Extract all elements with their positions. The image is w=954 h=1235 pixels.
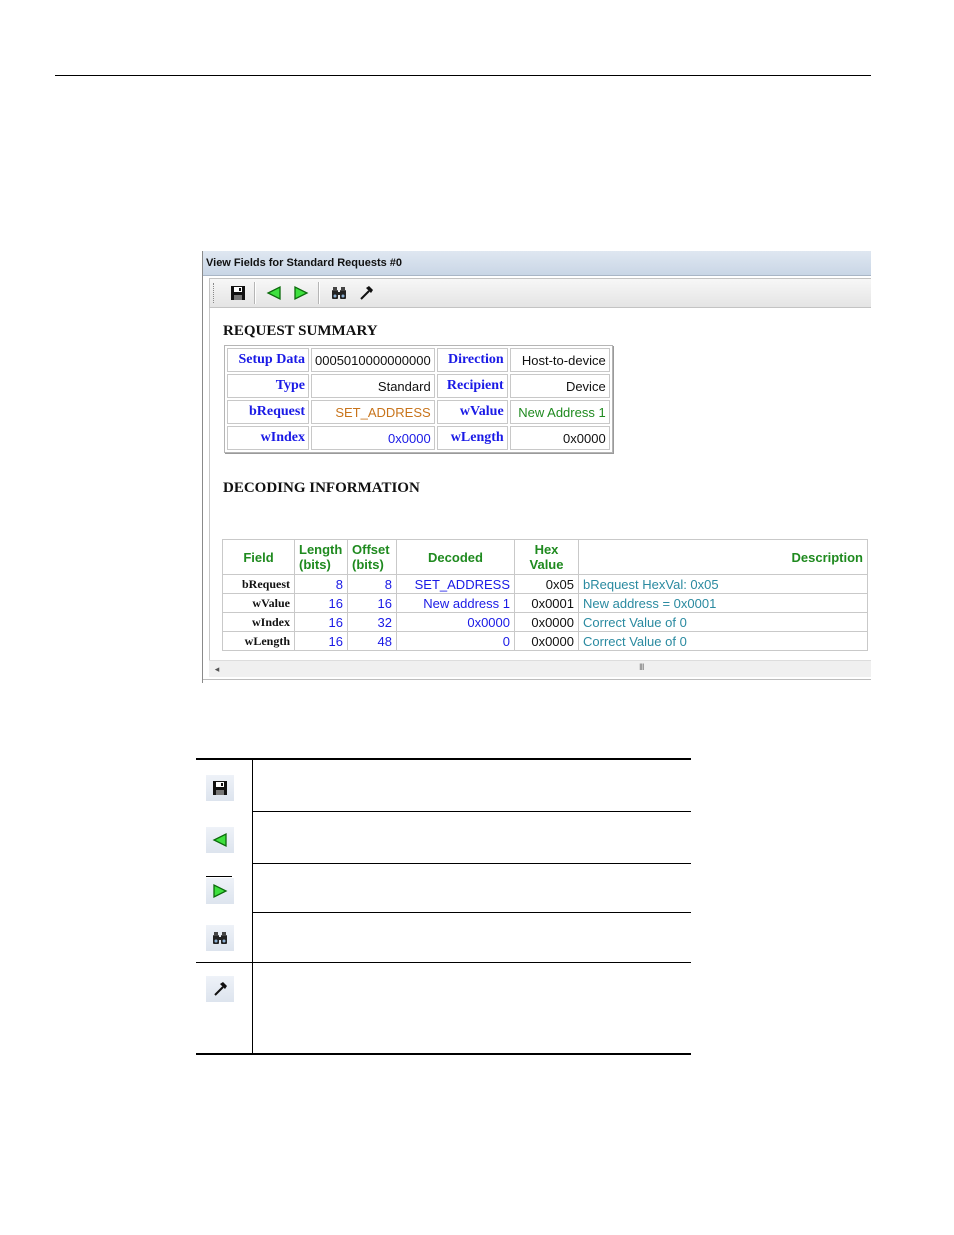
summary-label-setup-data: Setup Data bbox=[227, 348, 309, 372]
cell-length: 8 bbox=[295, 575, 348, 594]
summary-label-wvalue: wValue bbox=[437, 400, 508, 424]
column-header-offset bbox=[348, 540, 397, 575]
table-row[interactable] bbox=[223, 632, 868, 651]
legend-row-divider bbox=[253, 912, 691, 913]
summary-value-setup-data: 0005010000000000 bbox=[311, 348, 435, 372]
page-top-rule bbox=[55, 75, 871, 76]
cell-offset: 32 bbox=[348, 613, 397, 632]
cell-description: Correct Value of 0 bbox=[579, 632, 868, 651]
summary-value-windex: 0x0000 bbox=[311, 426, 435, 450]
legend-row-divider bbox=[196, 962, 691, 963]
legend-find-cell bbox=[206, 925, 234, 951]
summary-label-wlength: wLength bbox=[437, 426, 508, 450]
decoding-table bbox=[222, 539, 868, 651]
next-icon bbox=[293, 285, 309, 301]
legend-next-cell bbox=[206, 878, 234, 904]
column-header-hex-line2: Value bbox=[529, 557, 564, 572]
cell-field: bRequest bbox=[223, 575, 295, 594]
legend-bottom-rule bbox=[196, 1053, 691, 1055]
cell-field: wValue bbox=[223, 594, 295, 613]
horizontal-scrollbar[interactable] bbox=[209, 660, 871, 677]
decoding-information-heading: DECODING INFORMATION bbox=[223, 480, 420, 496]
find-icon bbox=[331, 285, 347, 301]
cell-offset: 48 bbox=[348, 632, 397, 651]
find-icon bbox=[212, 930, 228, 946]
cell-decoded: New address 1 bbox=[397, 594, 515, 613]
cell-description: Correct Value of 0 bbox=[579, 613, 868, 632]
find-button[interactable] bbox=[329, 283, 349, 303]
summary-row bbox=[227, 426, 610, 450]
column-header-length bbox=[295, 540, 348, 575]
save-icon bbox=[230, 285, 246, 301]
toolbar-icon-legend bbox=[196, 758, 691, 1055]
summary-label-brequest: bRequest bbox=[227, 400, 309, 424]
table-row[interactable] bbox=[223, 575, 868, 594]
cell-description: bRequest HexVal: 0x05 bbox=[579, 575, 868, 594]
toolbar-separator bbox=[254, 282, 256, 304]
cell-decoded: 0 bbox=[397, 632, 515, 651]
cell-decoded: 0x0000 bbox=[397, 613, 515, 632]
legend-icon-divider bbox=[206, 876, 232, 877]
cell-field: wLength bbox=[223, 632, 295, 651]
legend-save-cell bbox=[206, 775, 234, 801]
cell-hex: 0x0001 bbox=[515, 594, 579, 613]
column-header-field: Field bbox=[223, 540, 295, 575]
summary-label-type: Type bbox=[227, 374, 309, 398]
column-header-offset-line2: (bits) bbox=[352, 557, 384, 572]
legend-previous-cell bbox=[206, 827, 234, 853]
hammer-icon bbox=[212, 981, 228, 997]
cell-length: 16 bbox=[295, 613, 348, 632]
cell-description: New address = 0x0001 bbox=[579, 594, 868, 613]
summary-label-windex: wIndex bbox=[227, 426, 309, 450]
legend-row-divider bbox=[253, 811, 691, 812]
request-summary-heading: REQUEST SUMMARY bbox=[223, 323, 378, 339]
previous-icon bbox=[212, 832, 228, 848]
summary-label-direction: Direction bbox=[437, 348, 508, 372]
window-title: View Fields for Standard Requests #0 bbox=[203, 251, 871, 276]
summary-row bbox=[227, 400, 610, 424]
previous-button[interactable] bbox=[264, 283, 284, 303]
column-header-length-line1: Length bbox=[299, 542, 343, 557]
scroll-thumb-grip[interactable]: III bbox=[639, 662, 644, 672]
summary-value-wlength: 0x0000 bbox=[510, 426, 610, 450]
summary-value-wvalue: New Address 1 bbox=[510, 400, 610, 424]
decoding-header-row bbox=[223, 540, 868, 575]
cell-offset: 16 bbox=[348, 594, 397, 613]
summary-row bbox=[227, 348, 610, 372]
legend-column-divider bbox=[252, 758, 253, 1055]
request-summary-table bbox=[224, 345, 613, 453]
column-header-hex-value bbox=[515, 540, 579, 575]
summary-label-recipient: Recipient bbox=[437, 374, 508, 398]
cell-hex: 0x0000 bbox=[515, 632, 579, 651]
summary-value-recipient: Device bbox=[510, 374, 610, 398]
cell-decoded: SET_ADDRESS bbox=[397, 575, 515, 594]
next-button[interactable] bbox=[291, 283, 311, 303]
toolbar bbox=[209, 278, 871, 308]
hammer-button[interactable] bbox=[356, 283, 376, 303]
legend-row-divider bbox=[253, 863, 691, 864]
column-header-decoded: Decoded bbox=[397, 540, 515, 575]
table-row[interactable] bbox=[223, 613, 868, 632]
next-icon bbox=[212, 883, 228, 899]
legend-top-rule bbox=[196, 758, 691, 760]
column-header-offset-line1: Offset bbox=[352, 542, 390, 557]
toolbar-separator bbox=[318, 282, 320, 304]
summary-value-brequest: SET_ADDRESS bbox=[311, 400, 435, 424]
status-strip bbox=[203, 679, 871, 683]
cell-hex: 0x05 bbox=[515, 575, 579, 594]
summary-row bbox=[227, 374, 610, 398]
save-button[interactable] bbox=[228, 283, 248, 303]
cell-field: wIndex bbox=[223, 613, 295, 632]
column-header-length-line2: (bits) bbox=[299, 557, 331, 572]
summary-value-direction: Host-to-device bbox=[510, 348, 610, 372]
column-header-description: Description bbox=[579, 540, 868, 575]
toolbar-grip[interactable] bbox=[213, 283, 216, 303]
cell-length: 16 bbox=[295, 632, 348, 651]
scroll-left-arrow-icon[interactable]: ◂ bbox=[214, 664, 220, 674]
hammer-icon bbox=[358, 285, 374, 301]
save-icon bbox=[212, 780, 228, 796]
view-fields-window bbox=[202, 251, 871, 683]
cell-offset: 8 bbox=[348, 575, 397, 594]
cell-length: 16 bbox=[295, 594, 348, 613]
table-row[interactable] bbox=[223, 594, 868, 613]
previous-icon bbox=[266, 285, 282, 301]
column-header-hex-line1: Hex bbox=[534, 542, 559, 557]
summary-value-type: Standard bbox=[311, 374, 435, 398]
legend-hammer-cell bbox=[206, 976, 234, 1002]
report-content bbox=[209, 308, 871, 660]
cell-hex: 0x0000 bbox=[515, 613, 579, 632]
